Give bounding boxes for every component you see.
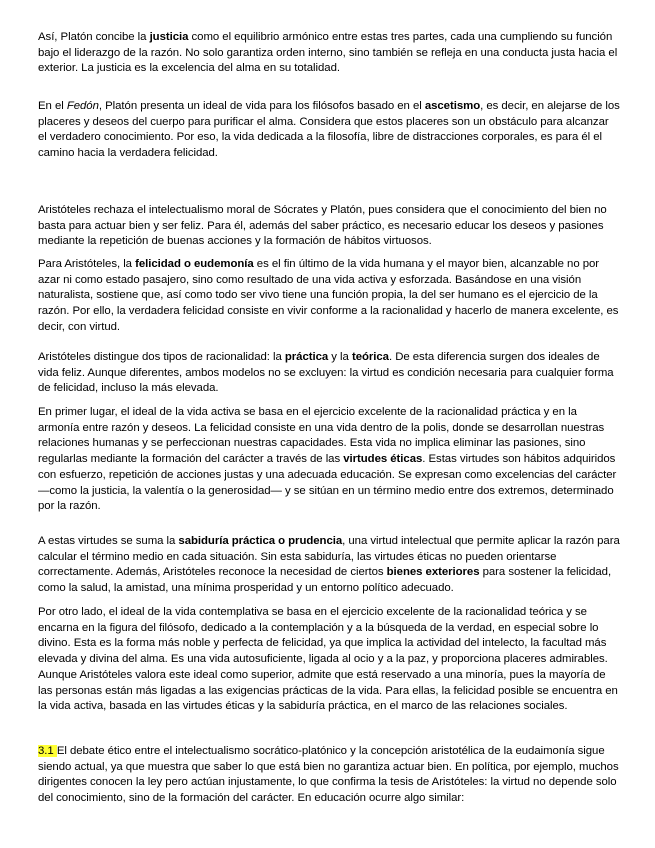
text-run: . De esta diferencia surgen dos ideales de vida feliz. Aunque diferentes, ambos modelos no se excluyen: la virtud es condición necesaria para cualquier forma de felicidad, incluso la más elevada. xyxy=(38,351,614,395)
paragraph xyxy=(38,534,620,597)
italic-title: Fedón xyxy=(66,100,99,112)
bold-term: bienes exteriores xyxy=(386,566,480,579)
text-run: para sostener la felicidad, como la salud, la amistad, una mínima prosperidad y un entorno político adecuado. xyxy=(38,566,612,595)
bold-term: felicidad o eudemonía xyxy=(135,258,254,270)
paragraph xyxy=(38,257,620,336)
highlighted-section-number: 3.1 xyxy=(38,745,57,757)
bold-term: sabiduría práctica o prudencia xyxy=(178,535,343,547)
bold-term: práctica xyxy=(284,351,329,363)
text-run: y la xyxy=(328,351,352,363)
text-run: . Estas virtudes son hábitos adquiridos con esfuerzo, repetición de acciones justas y una adecuada educación. Se expresan como excelencias del carácter —como la justicia, la valentía o la generosidad— y se sitúan en un término medio entre dos extremos, determinado por la razón. xyxy=(38,453,617,513)
text-run: , Platón presenta un ideal de vida para los filósofos basado en el xyxy=(98,100,425,112)
text-run: , una virtud intelectual que permite aplicar la razón para calcular el término medio en cada situación. Sin esta sabiduría, las virtudes éticas no pueden orientarse correctamente. Además, Aristóteles reconoce la necesidad de ciertos xyxy=(38,535,620,579)
paragraph xyxy=(38,203,620,250)
text-run: El debate ético entre el intelectualismo socrático-platónico y la concepción aristotélica de la eudaimonía sigue siendo actual, ya que muestra que saber lo que está bien no garantiza actuar bien. En política, por ejemplo, muchos dirigentes conocen la ley pero actúan injustamente, lo que confirma la tesis de Aristóteles: la virtud no depende solo del conocimiento, sino de la formación del carácter. En educación ocurre algo similar: xyxy=(38,745,619,805)
text-run: En primer lugar, el ideal de la vida activa se basa en el ejercicio excelente de la racionalidad práctica y en la armonía entre razón y deseos. La felicidad consiste en una vida dentro de la polis, donde se desarrollan nuestras relaciones humanas y se perfeccionan nuestras capacidades. Esta vida no implica eliminar las pasiones, sino regularlas mediante la formación del carácter a través de las xyxy=(38,406,605,466)
text-run: , es decir, en alejarse de los placeres y deseos del cuerpo para purificar el alma. Considera que estos placeres son un obstáculo para alcanzar el verdadero conocimiento. Por eso, la vida dedicada a la filosofía, libre de distracciones corporales, es para él el camino hacia la verdadera felicidad. xyxy=(38,100,620,160)
bold-term: virtudes éticas xyxy=(343,453,423,466)
paragraph xyxy=(38,744,620,807)
bold-term: ascetismo xyxy=(424,100,481,112)
text-run: es el fin último de la vida humana y el mayor bien, alcanzable no por azar ni como estado pasajero, sino como resultado de una vida activa y esforzada. Basándose en una visión naturalista, sostiene que, así como todo ser vivo tiene una función propia, la del ser humano es el ejercicio de la razón. Por ello, la verdadera felicidad consiste en vivir conforme a la racionalidad y hacerlo de manera excelente, es decir, con virtud. xyxy=(38,258,619,333)
text-run: Aristóteles distingue dos tipos de racionalidad: la xyxy=(38,351,285,363)
text-run: En el xyxy=(38,100,67,112)
paragraph xyxy=(38,605,620,715)
paragraph xyxy=(38,405,620,515)
text-run: Por otro lado, el ideal de la vida contemplativa se basa en el ejercicio excelente de la racionalidad teórica y se encarna en la figura del filósofo, dedicado a la contemplación y a la búsqueda de la verdad, en especial sobre lo divino. Esta es la forma más noble y perfecta de felicidad, ya que implica la actividad del intelecto, la facultad más elevada y divina del alma. Es una vida autosuficiente, ligada al ocio y a la paz, y proporciona placeres admirables. Aunque Aristóteles valora este ideal como superior, admite que está reservado a una minoría, pues la mayoría de las personas están más ligadas a las exigencias prácticas de la vida. Para ellas, la felicidad posible se encuentra en la vida activa, basada en las virtudes éticas y la sabiduría práctica, en el marco de las relaciones sociales. xyxy=(38,606,618,713)
text-run: como el equilibrio armónico entre estas tres partes, cada una cumpliendo su función bajo el liderazgo de la razón. No solo garantiza orden interno, sino también se refleja en una conducta justa hacia el exterior. La justicia es la excelencia del alma en su totalidad. xyxy=(38,31,618,75)
paragraph xyxy=(38,30,620,77)
text-run: Para Aristóteles, la xyxy=(38,258,136,270)
paragraph xyxy=(38,99,620,162)
paragraph xyxy=(38,350,620,397)
text-run: A estas virtudes se suma la xyxy=(38,535,179,547)
text-run: Así, Platón concibe la xyxy=(38,31,150,43)
bold-term: justicia xyxy=(149,31,189,43)
text-run: Aristóteles rechaza el intelectualismo moral de Sócrates y Platón, pues considera que el conocimiento del bien no basta para actuar bien y ser feliz. Para él, además del saber práctico, es necesario educar los deseos y pasiones mediante la repetición de buenas acciones y la formación de hábitos virtuosos. xyxy=(38,204,607,248)
bold-term: teórica xyxy=(351,351,389,363)
